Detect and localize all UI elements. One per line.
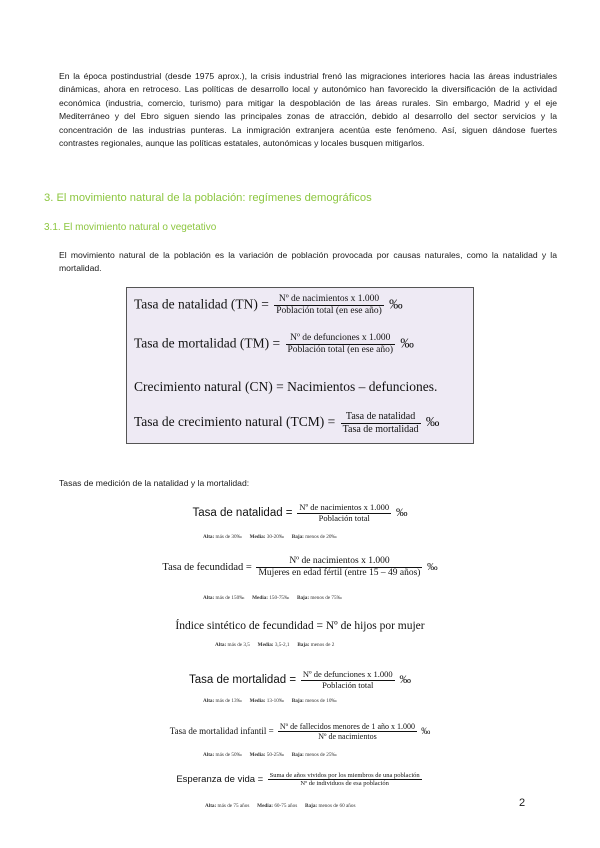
formula-tcm: Tasa de crecimiento natural (TCM) = $\frac{\text{Tasa de natalidad}}{\text{Tasa de mortalidad}}$ ‰ [134, 411, 440, 435]
formula-tn: Tasa de natalidad (TN) = $\frac{\text{Nº de nacimientos x 1.000}}{\text{Población total (en ese año)}}$ ‰ [134, 294, 403, 316]
levels-infantil: Alta: más de 50‰ Media: 50-25‰ Baja: menos de 25‰ [203, 752, 337, 758]
levels-natalidad: Alta: más de 30‰ Media: 30-20‰ Baja: menos de 20‰ [203, 534, 337, 540]
levels-fecundidad: Alta: más de 150‰ Media: 150-75‰ Baja: menos de 75‰ [203, 595, 342, 601]
measure-mortalidad: Tasa de mortalidad = $\frac{\text{Nº de defunciones x 1.000}}{\text{Población total}}$ ‰ [188, 669, 412, 690]
intro-paragraph: En la época postindustrial (desde 1975 aprox.), la crisis industrial frenó las migraciones interiores hacia las áreas industriales dinámicas, ahora en retroceso. Las políticas de desarrollo local y autonómico han favorecido la diversificación de la actividad económica (industria, comercio, turismo) para mitigar la despoblación de las áreas rurales. Sin embargo, Madrid y el eje Mediterráneo y del Ebro siguen siendo las principales zonas de atracción, debido al desarrollo del sector servicios y la concentración de las industrias punteras. La inmigración extranjera acentúa este fenómeno. Así, siguen dándose fuertes contrastes regionales, aunque las políticas estatales, autonómicas y locales busquen mitigarlos. [59, 71, 557, 149]
subsection-title: 3.1. El movimiento natural o vegetativo [44, 222, 217, 233]
measure-fecundidad: Tasa de fecundidad = $\frac{\text{Nº de nacimientos x 1.000}}{\text{Mujeres en edad fértil (entre 15 – 49 años)}}$ ‰ [162, 556, 438, 578]
measure-infantil: Tasa de mortalidad infantil = $\frac{\text{Nº de fallecidos menores de 1 año x 1.000}}{\text{Nº de nacimientos}}$ ‰ [169, 722, 431, 742]
levels-mortalidad: Alta: más de 13‰ Media: 13-10‰ Baja: menos de 10‰ [203, 698, 337, 704]
section-title: 3. El movimiento natural de la población: regímenes demográficos [44, 192, 372, 204]
measure-esperanza: Esperanza de vida = $\frac{\text{Suma de años vividos por los miembros de una población}}{\text{Nº de individuos de esa población}}$ [176, 772, 420, 788]
levels-isf: Alta: más de 3,5 Media: 3,5-2,1 Baja: menos de 2 [215, 642, 335, 648]
page-number: 2 [519, 797, 526, 809]
levels-esperanza: Alta: más de 75 años Media: 60-75 años Baja: menos de 60 años [205, 803, 356, 809]
formula-tm: Tasa de mortalidad (TM) = $\frac{\text{Nº de defunciones x 1.000}}{\text{Población total (en ese año)}}$ ‰ [134, 333, 414, 355]
formula-box [126, 287, 474, 444]
measure-isf: Índice sintético de fecundidad = Nº de hijos por mujer [175, 620, 425, 632]
definition-paragraph: El movimiento natural de la población es la variación de población provocada por causas naturales, como la natalidad y la mortalidad. [59, 250, 557, 274]
formula-cn: Crecimiento natural (CN) = Nacimientos – defunciones. [134, 379, 438, 394]
measures-heading: Tasas de medición de la natalidad y la mortalidad: [59, 478, 250, 488]
measure-natalidad: Tasa de natalidad = $\frac{\text{Nº de nacimientos x 1.000}}{\text{Población total}}$ ‰ [192, 502, 408, 523]
